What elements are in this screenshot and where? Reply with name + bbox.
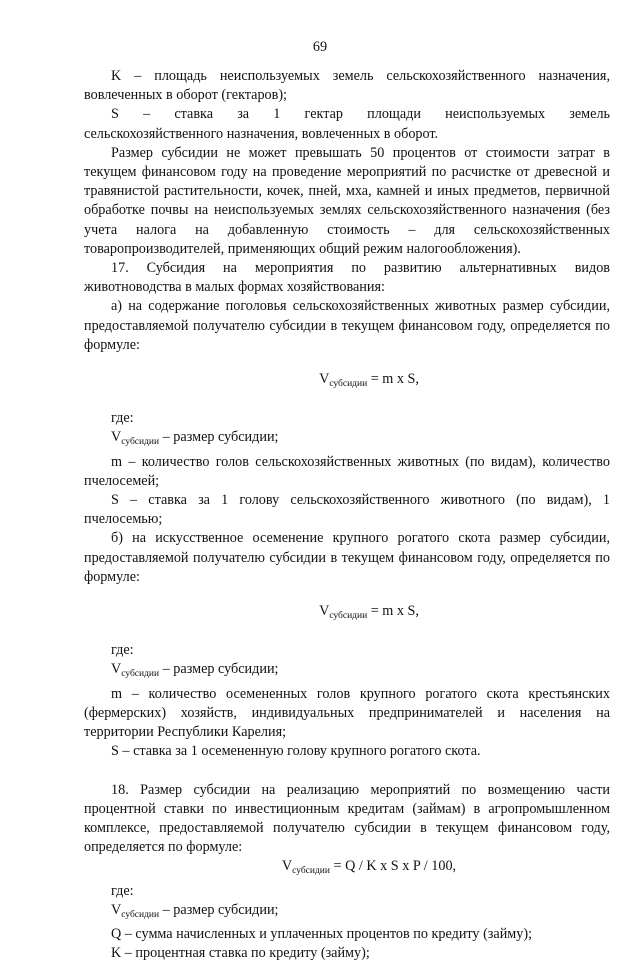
formula-variable: V <box>319 603 330 620</box>
paragraph: Q – сумма начисленных и уплаченных процентов по кредиту (займу); <box>111 925 533 942</box>
formula-variable: V <box>281 858 293 875</box>
formula-variable: V <box>111 429 122 446</box>
paragraph: S – ставка за 1 голову сельскохозяйственного животного (по видам), 1 пчелосемью; <box>84 492 610 528</box>
paragraph: 17. Субсидия на мероприятия по развитию альтернативных видов животноводства в малых формах хозяйствования: <box>84 260 610 296</box>
formula-definition <box>84 660 610 684</box>
paragraph: сельскохозяйственного назначения, вовлеченных в оборот. <box>84 125 439 142</box>
formula <box>84 602 610 626</box>
formula-subscript: субсидии <box>329 379 368 390</box>
paragraph: 18. Размер субсидии на реализацию мероприятий по возмещению части процентной ставки по инвестиционным кредитам (займам) в агропромышленном комплексе, предоставляемой получателю субсидии в текущем финансовом году, определяется по формуле: <box>84 781 610 856</box>
spacer <box>84 626 610 641</box>
paragraph: а) на содержание поголовья сельскохозяйственных животных размер субсидии, предоставляемой получателю субсидии в текущем финансовом году, определяется по формуле: <box>84 298 610 353</box>
formula-variable: V <box>319 371 330 388</box>
formula-text: – размер субсидии; <box>159 901 279 918</box>
spacer <box>84 355 610 370</box>
formula-text: = Q / K x S x P / 100, <box>329 858 457 875</box>
paragraph: S – ставка за 1 гектар площади неиспользуемых земель <box>111 106 610 123</box>
formula <box>84 370 610 394</box>
paragraph: где: <box>111 882 134 899</box>
document-body <box>84 67 610 963</box>
formula-definition <box>84 428 610 452</box>
formula-text: = m x S, <box>367 371 419 388</box>
paragraph: где: <box>111 410 134 427</box>
formula-text: – размер субсидии; <box>159 429 279 446</box>
paragraph: K – процентная ставка по кредиту (займу); <box>111 945 370 962</box>
formula-subscript: субсидии <box>121 669 160 680</box>
paragraph: m – количество голов сельскохозяйственных животных (по видам), количество пчелосемей; <box>84 453 610 489</box>
spacer <box>84 394 610 409</box>
paragraph: б) на искусственное осеменение крупного рогатого скота размер субсидии, предоставляемой получателю субсидии в текущем финансовом году, определяется по формуле: <box>84 530 610 585</box>
page-number: 69 <box>312 39 328 55</box>
paragraph: K – площадь неиспользуемых земель сельскохозяйственного назначения, вовлеченных в оборот (гектаров); <box>84 68 610 104</box>
paragraph: где: <box>111 642 134 659</box>
formula-text: – размер субсидии; <box>159 661 279 678</box>
formula-variable: V <box>111 661 122 678</box>
spacer <box>84 762 610 781</box>
formula-subscript: субсидии <box>121 437 160 448</box>
formula-subscript: субсидии <box>292 866 330 877</box>
formula-subscript: субсидии <box>121 909 160 920</box>
paragraph: S – ставка за 1 осемененную голову крупного рогатого скота. <box>111 743 481 760</box>
paragraph: Размер субсидии не может превышать 50 процентов от стоимости затрат в текущем финансовом году на проведение мероприятий по расчистке от древесной и травянистой растительности, кочек, пней, мха, камней и иных предметов, первичной обработке почвы на неиспользуемых землях сельскохозяйственного назначения (без учета налога на добавленную стоимость – для сельскохозяйственных товаропроизводителей, применяющих общий режим налогообложения). <box>84 144 610 257</box>
spacer <box>84 587 610 602</box>
formula-variable: V <box>111 901 122 918</box>
formula-subscript: субсидии <box>329 611 368 622</box>
formula-definition <box>84 901 610 925</box>
formula-text: = m x S, <box>367 603 419 620</box>
paragraph: m – количество осемененных голов крупного рогатого скота крестьянских (фермерских) хозяйств, индивидуальных предпринимателей и населения на территории Республики Карелия; <box>84 685 610 741</box>
formula <box>84 857 610 881</box>
